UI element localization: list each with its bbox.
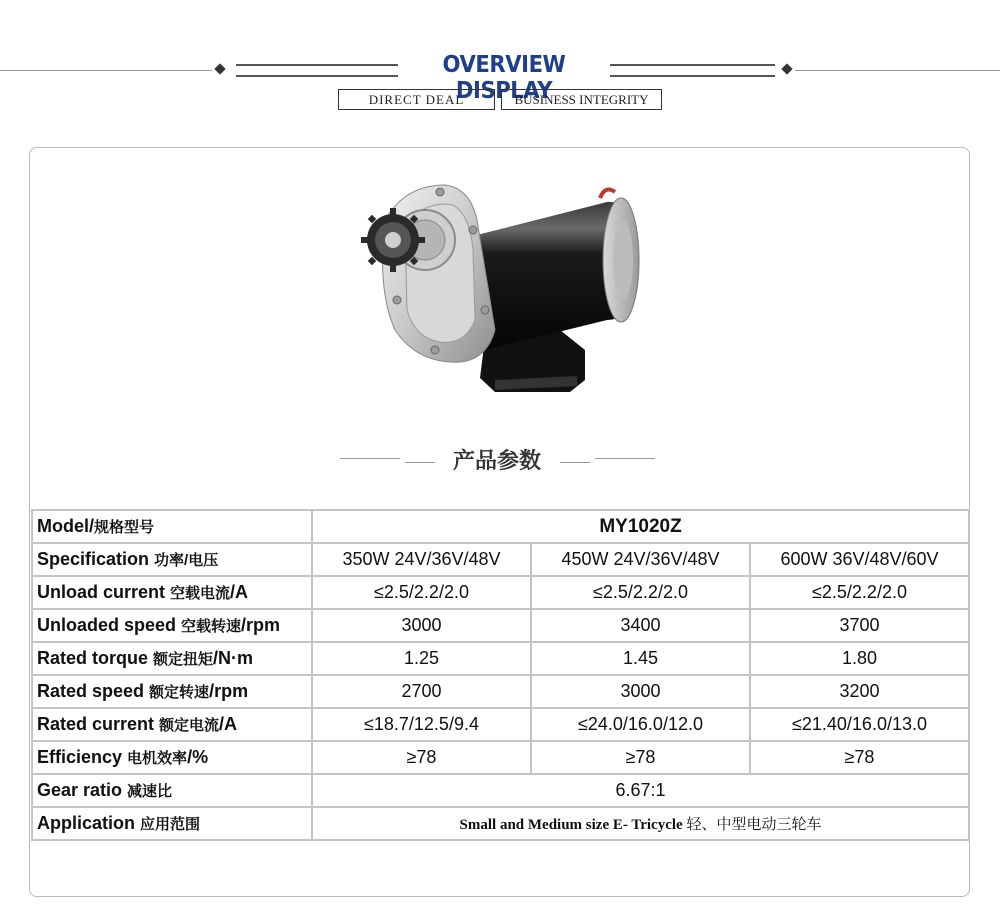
motor-product-image [345, 180, 645, 400]
row-label: Rated torque 额定扭矩/N·m [32, 642, 312, 675]
diamond-ornament-right [781, 63, 792, 74]
table-cell: ≤21.40/16.0/13.0 [750, 708, 969, 741]
table-row-rated-speed [32, 675, 969, 708]
header-rule-right [795, 70, 1000, 71]
row-label: Specification 功率/电压 [32, 543, 312, 576]
header-double-rule-right [610, 64, 775, 77]
table-cell: ≥78 [531, 741, 750, 774]
header-rule-left [0, 70, 212, 71]
row-label: Model/规格型号 [32, 510, 312, 543]
table-cell: 3000 [312, 609, 531, 642]
table-cell: ≤2.5/2.2/2.0 [312, 576, 531, 609]
application-value: Small and Medium size E- Tricycle 轻、中型电动三轮车 [312, 807, 969, 840]
table-cell: ≤24.0/16.0/12.0 [531, 708, 750, 741]
spec-table [31, 509, 970, 841]
divider-right-inner [560, 462, 590, 463]
section-title: 产品参数 [452, 449, 541, 474]
table-row-rated-current [32, 708, 969, 741]
table-cell: ≥78 [312, 741, 531, 774]
row-label: Efficiency 电机效率/% [32, 741, 312, 774]
table-cell: 3700 [750, 609, 969, 642]
header-banner [0, 0, 1000, 120]
table-row-specification [32, 543, 969, 576]
table-cell: 450W 24V/36V/48V [531, 543, 750, 576]
divider-right-outer [595, 458, 655, 459]
row-label: Unloaded speed 空载转速/rpm [32, 609, 312, 642]
row-label: Gear ratio 减速比 [32, 774, 312, 807]
header-double-rule-left [236, 64, 398, 77]
table-row-unload-current [32, 576, 969, 609]
table-cell: 350W 24V/36V/48V [312, 543, 531, 576]
table-cell: 1.45 [531, 642, 750, 675]
diamond-ornament-left [214, 63, 225, 74]
page-title: OVERVIEW DISPLAY [442, 52, 566, 104]
table-cell: ≥78 [750, 741, 969, 774]
table-cell: 3400 [531, 609, 750, 642]
table-cell: ≤2.5/2.2/2.0 [750, 576, 969, 609]
table-row-efficiency [32, 741, 969, 774]
divider-left-outer [340, 458, 400, 459]
table-cell: ≤2.5/2.2/2.0 [531, 576, 750, 609]
row-label: Application 应用范围 [32, 807, 312, 840]
table-cell: 1.80 [750, 642, 969, 675]
row-label: Rated speed 额定转速/rpm [32, 675, 312, 708]
table-cell: ≤18.7/12.5/9.4 [312, 708, 531, 741]
table-row-model [32, 510, 969, 543]
row-label: Rated current 额定电流/A [32, 708, 312, 741]
model-value: MY1020Z [312, 510, 969, 543]
table-cell: 3200 [750, 675, 969, 708]
table-cell: 2700 [312, 675, 531, 708]
tag-direct-deal: DIRECT DEAL [338, 89, 495, 110]
table-row-unloaded-speed [32, 609, 969, 642]
gear-ratio-value: 6.67:1 [312, 774, 969, 807]
table-row-rated-torque [32, 642, 969, 675]
divider-left-inner [405, 462, 435, 463]
table-row-application [32, 807, 969, 840]
table-row-gear-ratio [32, 774, 969, 807]
table-cell: 3000 [531, 675, 750, 708]
table-cell: 1.25 [312, 642, 531, 675]
tag-business-integrity: BUSINESS INTEGRITY [501, 89, 662, 110]
row-label: Unload current 空载电流/A [32, 576, 312, 609]
table-cell: 600W 36V/48V/60V [750, 543, 969, 576]
